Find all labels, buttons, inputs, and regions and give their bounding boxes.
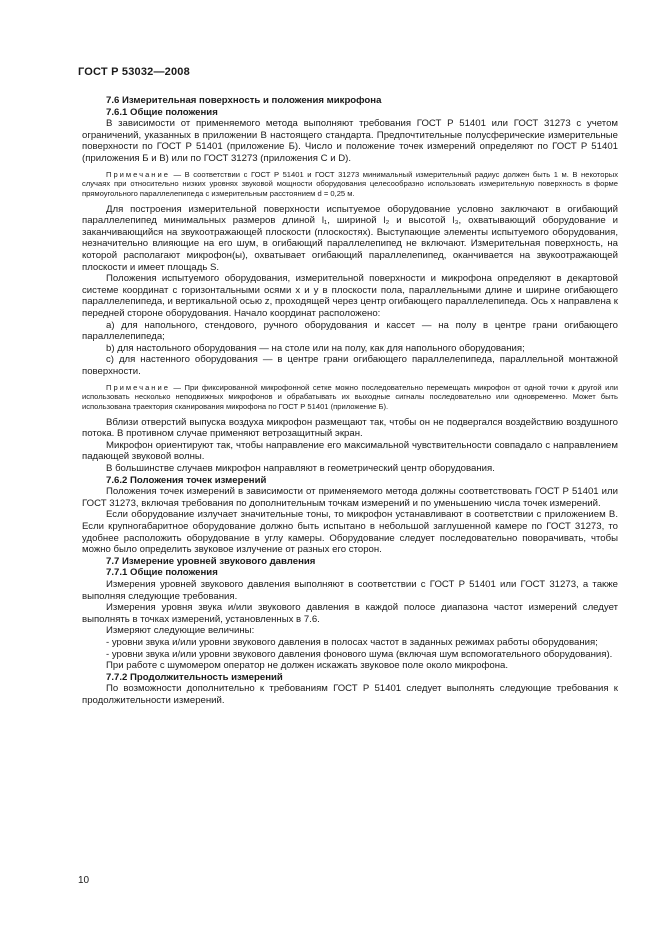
subsection-heading-7-7-2: 7.7.2 Продолжительность измерений [106, 671, 283, 683]
paragraph: При работе с шумомером оператор не должен искажать звуковое поле около микрофона. [106, 660, 509, 672]
section-heading-7-7: 7.7 Измерение уровней звукового давления [106, 555, 316, 567]
paragraph: Если оборудование излучает значительные тоны, то микрофон устанавливают в соответствии с приложением В. Если крупногабаритное оборудование должно быть испытано в небольшой заглушенной камере по ГОСТ 31273, то удобнее расположить оборудование в углу камеры. Оборудование следует последовательно поворачивать, чтобы можно было определить звуковое излучение от разных его сторон. [82, 509, 618, 556]
subsection-heading-7-6-1: 7.6.1 Общие положения [106, 106, 218, 118]
note-label: Примечание [106, 169, 170, 179]
subsection-heading-7-6-2: 7.6.2 Положения точек измерений [106, 474, 267, 486]
section-heading-7-6: 7.6 Измерительная поверхность и положения микрофона [106, 95, 382, 106]
note-text: — При фиксированной микрофонной сетке можно последовательно перемещать микрофон от одной точки к другой или использовать несколько неподвижных микрофонов и обрабатывать их выходные сигналы последовательно или одновременно. Может быть использована траектория сканирования микрофона по ГОСТ Р 51401 (приложение Б). [82, 382, 618, 411]
paragraph: Измерения уровней звукового давления выполняют в соответствии с ГОСТ Р 51401 или ГОСТ 31273, а также выполняя следующие требования. [82, 579, 618, 602]
document-header: ГОСТ Р 53032—2008 [78, 66, 190, 78]
list-item: а) для напольного, стендового, ручного оборудования и кассет — на полу в центре грани огибающего параллелепипеда; [82, 319, 618, 343]
paragraph: Положения испытуемого оборудования, измерительной поверхности и микрофона определяют в декартовой системе координат с горизонтальными осями x и y в плоскости пола, параллельными длине и ширине огибающего параллелепипеда, и вертикальной осью z, проходящей через центр огибающего параллелепипеда. Ось x направлена к передней стороне оборудования. Начало координат расположено: [82, 273, 618, 320]
paragraph: В большинстве случаев микрофон направляют в геометрический центр оборудования. [106, 463, 495, 475]
list-item: с) для настенного оборудования — в центре грани огибающего параллелепипеда, параллельной монтажной поверхности. [82, 354, 618, 377]
note [82, 170, 618, 199]
document-body [82, 95, 618, 707]
note-text: — В соответствии с ГОСТ Р 51401 и ГОСТ 31273 минимальный измерительный радиус должен быть 1 м. В некоторых случаях при относительно низких уровнях звуковой мощности оборудования целесообразно использовать измерительную поверхность в форме прямоугольного параллелепипеда с измерительным расстоянием d = 0,25 м. [82, 169, 618, 198]
paragraph: Измеряют следующие величины: [106, 625, 255, 637]
page-number: 10 [78, 875, 90, 886]
note [82, 383, 618, 412]
list-item: b) для настольного оборудования — на столе или на полу, как для напольного оборудования; [106, 342, 525, 354]
paragraph: Микрофон ориентируют так, чтобы направление его максимальной чувствительности совпадало с направлением падающей звуковой волны. [82, 439, 618, 463]
subsection-heading-7-7-1: 7.7.1 Общие положения [106, 567, 218, 579]
paragraph: В зависимости от применяемого метода выполняют требования ГОСТ Р 51401 или ГОСТ 31273 с учетом ограничений, указанных в приложении В настоящего стандарта. Предпочтительные полусферические измерительные поверхности по ГОСТ Р 51401 (приложение Б). Число и положение точек измерений определяют по ГОСТ Р 51401 (приложения Б и В) или по ГОСТ 31273 (приложения С и D). [82, 118, 618, 164]
paragraph: Измерения уровня звука и/или звукового давления в каждой полосе диапазона частот измерений следует выполнять в точках измерений, установленных в 7.6. [82, 602, 618, 625]
paragraph: По возможности дополнительно к требованиям ГОСТ Р 51401 следует выполнять следующие требования к продолжительности измерений. [82, 683, 618, 706]
paragraph: Вблизи отверстий выпуска воздуха микрофон размещают так, чтобы он не подвергался воздействию воздушного потока. В противном случае применяют ветрозащитный экран. [82, 416, 618, 440]
note-label: Примечание [106, 382, 170, 392]
list-item: - уровни звука и/или уровни звукового давления фонового шума (включая шум вспомогательного оборудования). [106, 648, 613, 660]
paragraph: Положения точек измерений в зависимости от применяемого метода должны соответствовать ГОСТ Р 51401 или ГОСТ 31273, включая требования по дополнительным точкам измерений и по уменьшению числа точек измерений. [82, 486, 618, 509]
paragraph: Для построения измерительной поверхности испытуемое оборудование условно заключают в огибающий параллелепипед минимальных размеров длиной l₁, шириной l₂ и высотой l₃, охватывающий оборудование и заканчивающийся на звукоотражающей плоскости (плоскостях). Выступающие элементы испытуемого оборудования, незначительно влияющие на его шум, в огибающий параллелепипед не включают. Измерительная поверхность, на которой располагают микрофон(ы), охватывает огибающий параллелепипед, оканчивается на звукоотражающей плоскости и имеет площадь S. [82, 203, 618, 273]
list-item: - уровни звука и/или уровни звукового давления в полосах частот в заданных режимах работы оборудования; [106, 636, 598, 648]
